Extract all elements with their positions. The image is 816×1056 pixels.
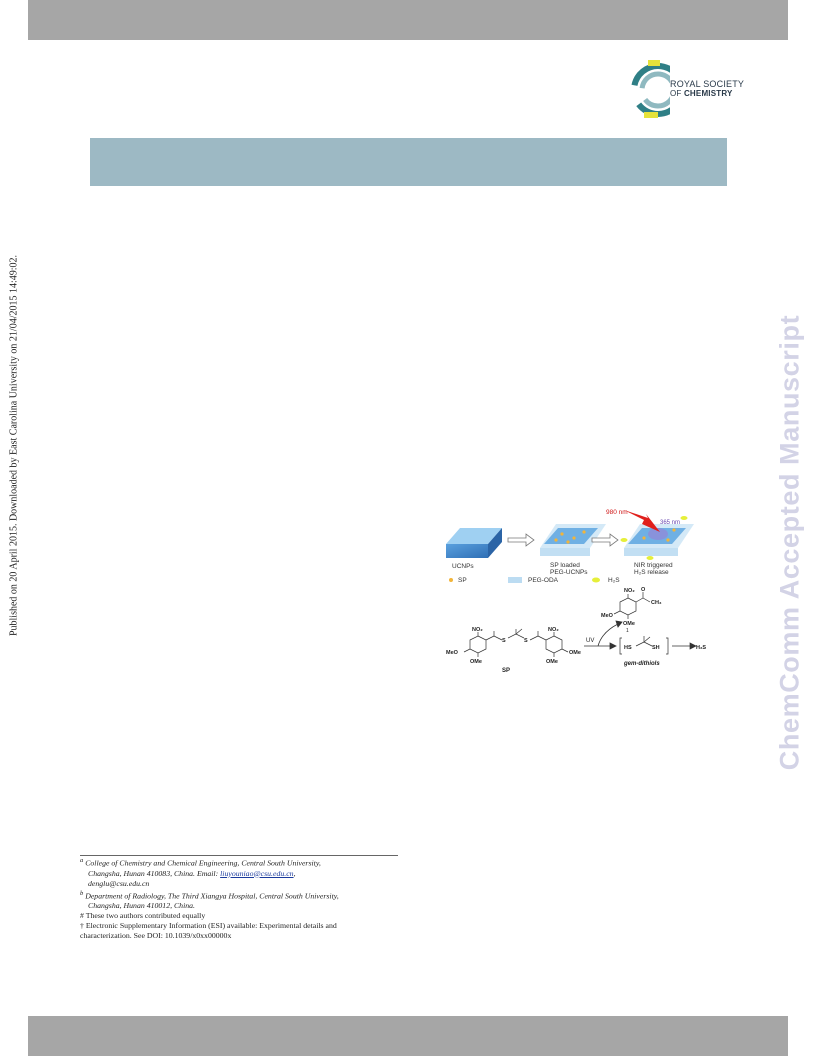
header-band: [28, 0, 788, 40]
ketone-no2: NO₂: [624, 588, 635, 594]
process-arrow-1: [508, 534, 534, 546]
footnote-esi-line2: characterization. See DOI: 10.1039/x0xx00000x: [80, 931, 232, 941]
sp-structure: [464, 629, 568, 657]
logo-text-line1: ROYAL SOCIETY: [670, 79, 745, 89]
stage1-label: UCNPs: [452, 563, 474, 570]
legend-h2s-label: H₂S: [608, 577, 620, 584]
email-link-1[interactable]: liuyouniao@csu.edu.cn: [220, 868, 294, 878]
uv-label: UV: [586, 638, 595, 644]
publication-side-note: Published on 20 April 2015. Downloaded by East Carolina University on 21/04/2015 14:49:02.: [8, 254, 20, 637]
footnote-b-line2: Changsha, Hunan 410012, China.: [88, 901, 195, 911]
sp-caption: SP: [502, 668, 511, 674]
logo-text-line2: OF CHEMISTRY: [670, 89, 733, 98]
sp-s-right: S: [524, 638, 528, 644]
footnote-esi-line1: † Electronic Supplementary Information (ESI) available: Experimental details and: [80, 921, 337, 931]
footnote-a-line1: $^a$ College of Chemistry and Chemical Engineering, Central South University,: [80, 857, 321, 868]
product-h2s: H₂S: [696, 645, 707, 651]
legend-sp-label: SP: [458, 577, 467, 584]
sp-ome-right-bottom: OMe: [546, 659, 558, 665]
footnote-equal-contribution: # These two authors contributed equally: [80, 911, 206, 921]
scheme-figure: [438, 500, 708, 680]
sp-no2-right: NO₂: [548, 627, 559, 633]
rsc-logo-emblem-icon: [630, 60, 670, 120]
sp-meo: MeO: [446, 650, 458, 656]
footnote-a-line2: Changsha, Hunan 410083, China. Email: liuyouniao@csu.edu.cn,: [88, 868, 296, 878]
stage3-label-line2: H₂S release: [634, 569, 669, 576]
gem-hs: HS: [624, 645, 632, 651]
sp-s-left: S: [502, 638, 506, 644]
sp-ome-right-top: OMe: [569, 650, 581, 656]
ketone-structure: [614, 592, 650, 619]
footer-band: [28, 1016, 788, 1056]
sp-no2-left: NO₂: [472, 627, 483, 633]
ucnp-slab: [446, 528, 502, 558]
ketone-o: O: [641, 587, 646, 593]
uv-reaction-arrow: [584, 621, 622, 649]
legend-h2s-marker: [592, 578, 600, 583]
stage3-label-line1: NIR triggered: [634, 562, 673, 569]
ketone-ch3: CH₃: [651, 600, 662, 606]
legend-sp-marker: [449, 578, 453, 582]
ketone-index: 1: [626, 628, 629, 634]
ketone-meo: MeO: [601, 613, 613, 619]
ketone-ome: OMe: [623, 621, 635, 627]
stage2-label-line1: SP loaded: [550, 562, 580, 569]
nir-wavelength-label: 980 nm: [606, 509, 628, 516]
footnote-b-line1: $^b$ Department of Radiology, The Third Xiangya Hospital, Central South University,: [80, 889, 339, 901]
title-bar: [90, 138, 727, 186]
footnote-a-line3: denglu@csu.edu.cn: [88, 878, 150, 888]
uv-wavelength-label: 365 nm: [660, 520, 681, 526]
footnotes: [80, 856, 405, 941]
gem-dithiols-label: gem-dithiols: [624, 661, 660, 667]
nir-triggered-slab: [621, 516, 695, 560]
sp-ome-left: OMe: [470, 659, 482, 665]
stage2-label-line2: PEG-UCNPs: [550, 569, 588, 576]
rsc-logo: [630, 60, 745, 120]
gem-sh: SH: [652, 645, 660, 651]
legend-peg-label: PEG-ODA: [528, 577, 558, 584]
accepted-manuscript-watermark: ChemComm Accepted Manuscript: [774, 314, 805, 771]
legend-peg-marker: [508, 577, 522, 583]
